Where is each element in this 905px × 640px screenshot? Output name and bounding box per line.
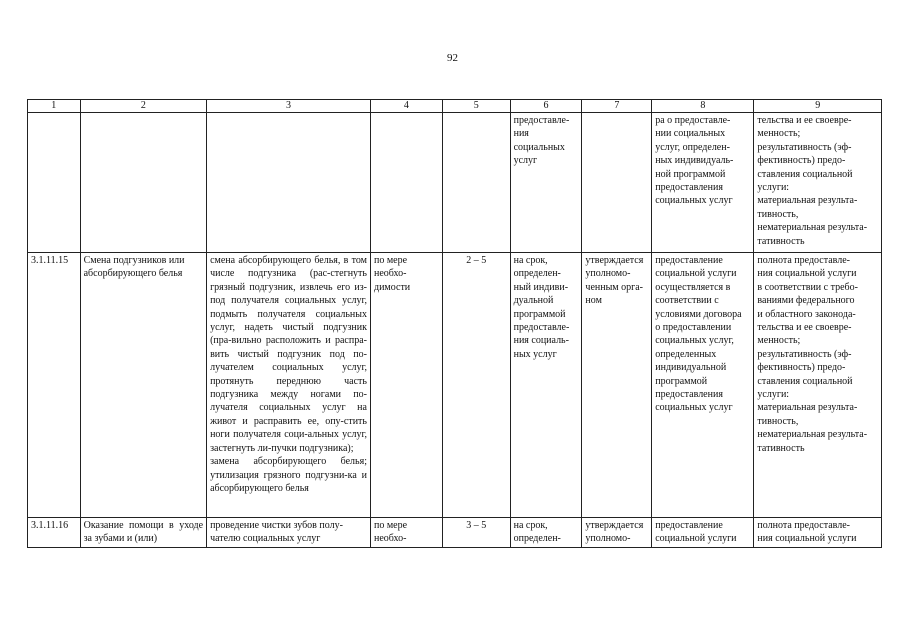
column-number-8: 8 xyxy=(652,100,754,113)
tariff-cell xyxy=(582,113,652,253)
column-number-6: 6 xyxy=(510,100,582,113)
page-number: 92 xyxy=(447,52,458,64)
quality-indicators-cell: полнота предоставле- ния социальной услуги в соответствии с требо- ваниями федерального и областного законода- тельства и ее своевре- менность; результативность (эф- фективность) предо- ставления социальной услуги: материальная результа- тивность, нематериальная результа- тативность xyxy=(754,253,882,518)
service-description-cell xyxy=(207,113,371,253)
conditions-cell: ра о предоставле- нии социальных услуг, определен- ных индивидуаль- ной программой предоставления социальных услуг xyxy=(652,113,754,253)
term-cell: на срок, определен- xyxy=(510,518,582,548)
service-name-cell xyxy=(80,113,206,253)
table-row xyxy=(28,113,882,253)
column-number-7: 7 xyxy=(582,100,652,113)
quality-indicators-cell: полнота предоставле- ния социальной услуги xyxy=(754,518,882,548)
table-row xyxy=(28,253,882,518)
volume-cell: 3 – 5 xyxy=(442,518,510,548)
quality-indicators-cell: тельства и ее своевре- менность; результативность (эф- фективность) предо- ставления социальной услуги: материальная результа- тивность, нематериальная результа- тативность xyxy=(754,113,882,253)
conditions-cell: предоставление социальной услуги осуществляется в соответствии с условиями договора о предоставлении социальных услуг, определенных индивидуальной программой предоставления социальных услуг xyxy=(652,253,754,518)
table-header-row xyxy=(28,100,882,113)
frequency-cell xyxy=(370,113,442,253)
service-name-cell: Оказание помощи в уходе за зубами и (или) xyxy=(80,518,206,548)
tariff-cell: утверждается уполномо- xyxy=(582,518,652,548)
volume-cell xyxy=(442,113,510,253)
table-row xyxy=(28,518,882,548)
frequency-cell: по мере необхо- xyxy=(370,518,442,548)
service-description-cell: смена абсорбирующего белья, в том числе подгузника (рас-стегнуть грязный подгузник, извлечь его из-под получателя социальных услуг, подмыть получателя социальных услуг, надеть чистый подгузник (пра-вильно расположить и распра-вить чистый подгузник под по-лучателем социальных услуг, протянуть переднюю часть подгузника между ногами по-лучателя социальных услуг на живот и расправить ее, опу-стить ноги получателя соци-альных услуг, застегнуть ли-пучки подгузника); замена абсорбирующего белья; утилизация грязного подгузни-ка и абсорбирующего белья xyxy=(207,253,371,518)
service-code-cell xyxy=(28,113,81,253)
frequency-cell: по мере необхо- димости xyxy=(370,253,442,518)
service-description-cell: проведение чистки зубов полу- чателю социальных услуг xyxy=(207,518,371,548)
service-code-cell: 3.1.11.16 xyxy=(28,518,81,548)
column-number-9: 9 xyxy=(754,100,882,113)
service-name-cell: Смена подгузников или абсорбирующего белья xyxy=(80,253,206,518)
services-table xyxy=(27,99,882,548)
column-number-2: 2 xyxy=(80,100,206,113)
service-code-cell: 3.1.11.15 xyxy=(28,253,81,518)
conditions-cell: предоставление социальной услуги xyxy=(652,518,754,548)
column-number-5: 5 xyxy=(442,100,510,113)
column-number-3: 3 xyxy=(207,100,371,113)
tariff-cell: утверждается уполномо- ченным орга- ном xyxy=(582,253,652,518)
column-number-1: 1 xyxy=(28,100,81,113)
volume-cell: 2 – 5 xyxy=(442,253,510,518)
column-number-4: 4 xyxy=(370,100,442,113)
term-cell: на срок, определен- ный индиви- дуальной программой предоставле- ния социаль- ных услуг xyxy=(510,253,582,518)
term-cell: предоставле- ния социальных услуг xyxy=(510,113,582,253)
